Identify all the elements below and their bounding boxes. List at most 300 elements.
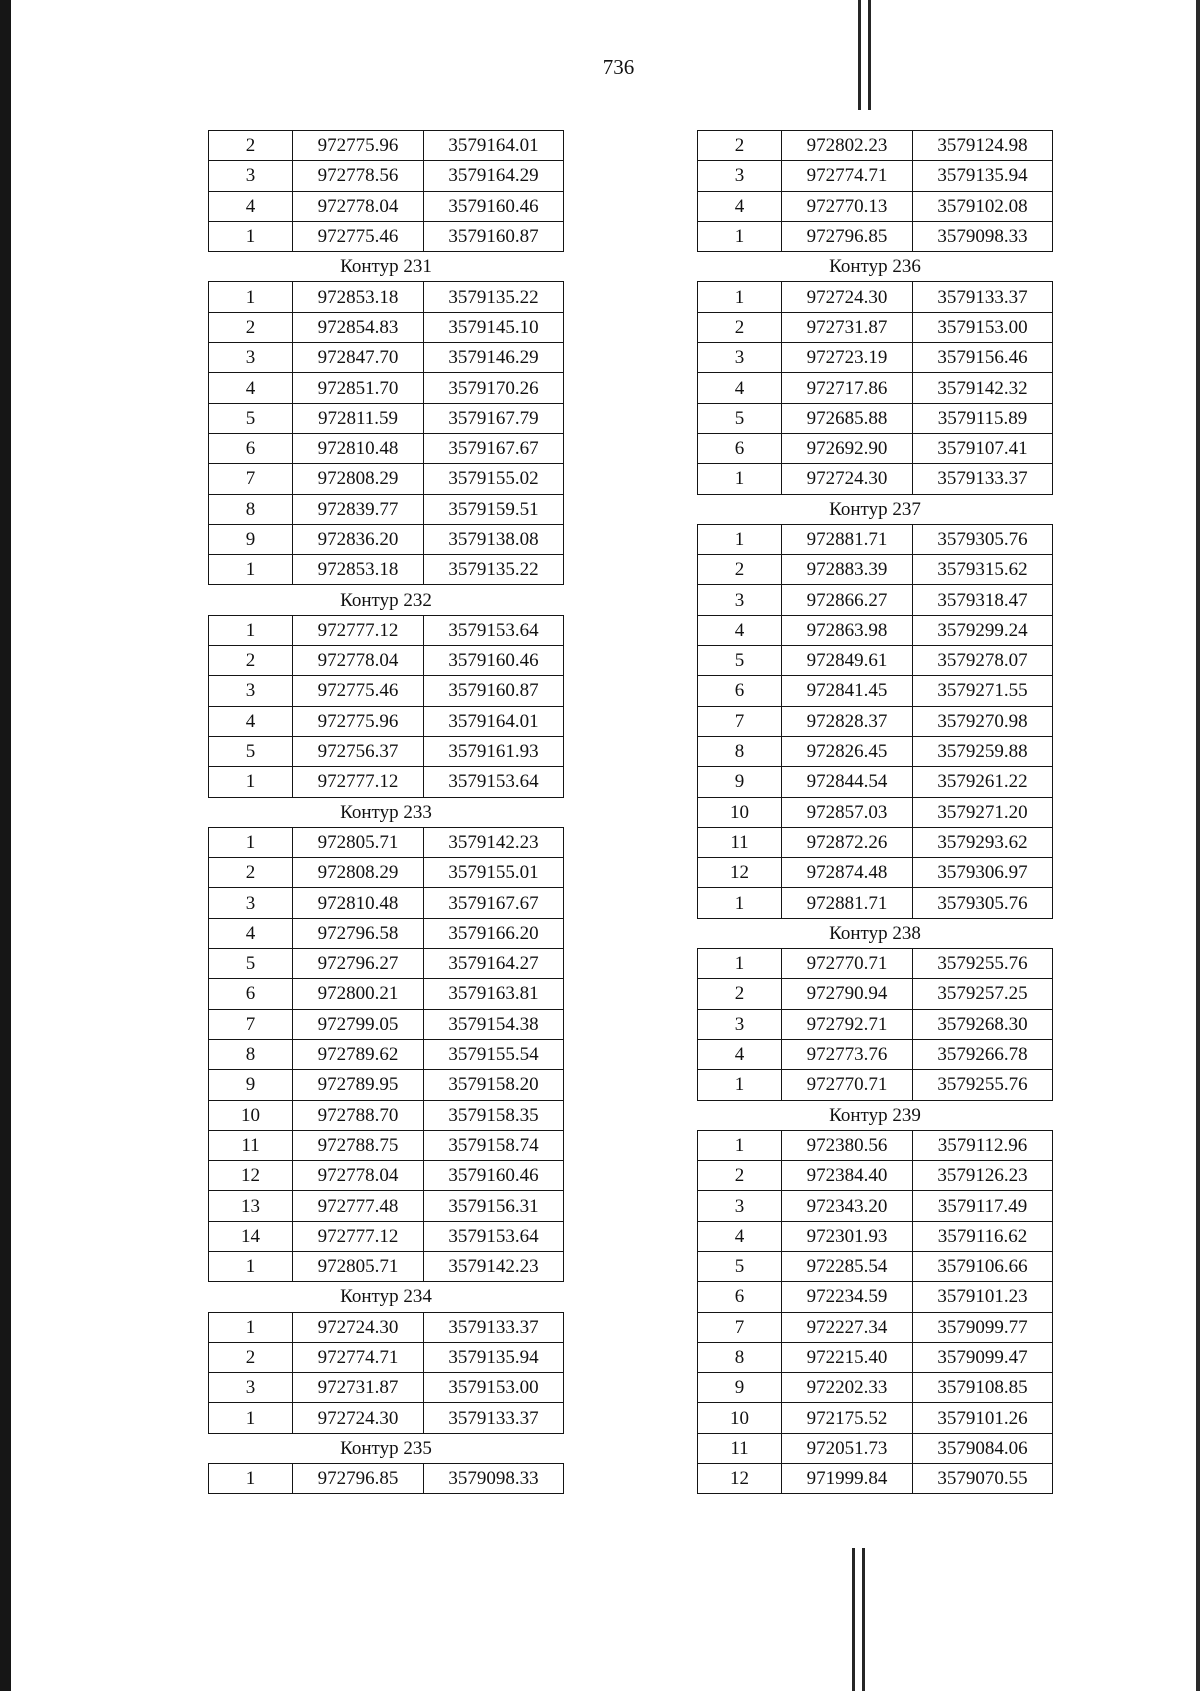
point-number-cell: 13	[209, 1191, 293, 1221]
point-number-cell: 4	[209, 373, 293, 403]
x-coordinate-cell: 972811.59	[293, 403, 424, 433]
point-number-cell: 6	[698, 1282, 782, 1312]
point-number-cell: 8	[209, 494, 293, 524]
y-coordinate-cell: 3579160.87	[424, 221, 564, 251]
x-coordinate-cell: 972788.70	[293, 1100, 424, 1130]
x-coordinate-cell: 972790.94	[782, 979, 913, 1009]
y-coordinate-cell: 3579135.22	[424, 555, 564, 585]
x-coordinate-cell: 972872.26	[782, 827, 913, 857]
contour-label: Контур 236	[698, 252, 1053, 282]
coordinate-row	[698, 1373, 1053, 1403]
coordinate-row	[209, 403, 564, 433]
binding-mark-bottom-2	[862, 1548, 865, 1691]
x-coordinate-cell: 972775.46	[293, 221, 424, 251]
point-number-cell: 9	[209, 524, 293, 554]
point-number-cell: 11	[698, 827, 782, 857]
x-coordinate-cell: 972800.21	[293, 979, 424, 1009]
coordinate-row	[698, 403, 1053, 433]
coordinates-table-left-body	[209, 131, 564, 1494]
point-number-cell: 1	[209, 282, 293, 312]
coordinate-row	[698, 1130, 1053, 1160]
x-coordinate-cell: 972724.30	[782, 282, 913, 312]
x-coordinate-cell: 972810.48	[293, 433, 424, 463]
x-coordinate-cell: 972854.83	[293, 312, 424, 342]
point-number-cell: 3	[698, 585, 782, 615]
point-number-cell: 1	[209, 767, 293, 797]
contour-header-row	[698, 918, 1053, 948]
point-number-cell: 3	[698, 161, 782, 191]
y-coordinate-cell: 3579261.22	[913, 767, 1053, 797]
point-number-cell: 3	[698, 343, 782, 373]
coordinate-row	[698, 161, 1053, 191]
point-number-cell: 4	[209, 918, 293, 948]
coordinate-row	[698, 524, 1053, 554]
point-number-cell: 1	[209, 615, 293, 645]
coordinate-row	[698, 827, 1053, 857]
point-number-cell: 1	[209, 1251, 293, 1281]
coordinate-row	[698, 1070, 1053, 1100]
coordinate-row	[698, 979, 1053, 1009]
coordinate-row	[209, 1039, 564, 1069]
coordinate-row	[209, 949, 564, 979]
coordinate-row	[698, 1403, 1053, 1433]
point-number-cell: 1	[209, 1403, 293, 1433]
coordinate-row	[698, 343, 1053, 373]
x-coordinate-cell: 972215.40	[782, 1342, 913, 1372]
y-coordinate-cell: 3579101.23	[913, 1282, 1053, 1312]
coordinate-row	[209, 1373, 564, 1403]
y-coordinate-cell: 3579160.87	[424, 676, 564, 706]
y-coordinate-cell: 3579070.55	[913, 1464, 1053, 1494]
x-coordinate-cell: 972775.96	[293, 706, 424, 736]
y-coordinate-cell: 3579167.79	[424, 403, 564, 433]
coordinate-row	[698, 131, 1053, 161]
contour-label: Контур 237	[698, 494, 1053, 524]
y-coordinate-cell: 3579164.29	[424, 161, 564, 191]
y-coordinate-cell: 3579160.46	[424, 646, 564, 676]
point-number-cell: 3	[698, 1191, 782, 1221]
coordinate-row	[209, 706, 564, 736]
coordinate-row	[698, 1282, 1053, 1312]
x-coordinate-cell: 972301.93	[782, 1221, 913, 1251]
point-number-cell: 1	[698, 221, 782, 251]
y-coordinate-cell: 3579145.10	[424, 312, 564, 342]
coordinate-row	[209, 888, 564, 918]
coordinates-table-right-body	[698, 131, 1053, 1494]
x-coordinate-cell: 972778.04	[293, 191, 424, 221]
x-coordinate-cell: 972805.71	[293, 827, 424, 857]
y-coordinate-cell: 3579164.01	[424, 706, 564, 736]
point-number-cell: 7	[209, 1009, 293, 1039]
x-coordinate-cell: 972796.85	[782, 221, 913, 251]
y-coordinate-cell: 3579278.07	[913, 646, 1053, 676]
point-number-cell: 1	[698, 888, 782, 918]
x-coordinate-cell: 972384.40	[782, 1161, 913, 1191]
y-coordinate-cell: 3579117.49	[913, 1191, 1053, 1221]
contour-label: Контур 235	[209, 1433, 564, 1463]
point-number-cell: 1	[209, 1312, 293, 1342]
y-coordinate-cell: 3579315.62	[913, 555, 1053, 585]
coordinate-row	[698, 433, 1053, 463]
point-number-cell: 7	[698, 706, 782, 736]
coordinate-row	[209, 1403, 564, 1433]
coordinate-row	[698, 1312, 1053, 1342]
point-number-cell: 4	[698, 191, 782, 221]
y-coordinate-cell: 3579255.76	[913, 949, 1053, 979]
contour-label: Контур 233	[209, 797, 564, 827]
contour-header-row	[698, 252, 1053, 282]
coordinate-row	[698, 736, 1053, 766]
y-coordinate-cell: 3579255.76	[913, 1070, 1053, 1100]
coordinate-row	[209, 494, 564, 524]
y-coordinate-cell: 3579135.94	[424, 1342, 564, 1372]
y-coordinate-cell: 3579142.23	[424, 827, 564, 857]
y-coordinate-cell: 3579101.26	[913, 1403, 1053, 1433]
coordinate-row	[209, 1009, 564, 1039]
scan-right-edge	[1196, 0, 1200, 1691]
x-coordinate-cell: 972777.12	[293, 615, 424, 645]
y-coordinate-cell: 3579106.66	[913, 1251, 1053, 1281]
y-coordinate-cell: 3579170.26	[424, 373, 564, 403]
coordinate-row	[698, 373, 1053, 403]
coordinate-row	[698, 282, 1053, 312]
x-coordinate-cell: 972836.20	[293, 524, 424, 554]
point-number-cell: 6	[209, 979, 293, 1009]
y-coordinate-cell: 3579166.20	[424, 918, 564, 948]
point-number-cell: 5	[209, 949, 293, 979]
point-number-cell: 4	[698, 1221, 782, 1251]
point-number-cell: 7	[209, 464, 293, 494]
y-coordinate-cell: 3579156.46	[913, 343, 1053, 373]
point-number-cell: 1	[698, 1070, 782, 1100]
scan-left-edge	[0, 0, 11, 1691]
x-coordinate-cell: 972778.04	[293, 1161, 424, 1191]
y-coordinate-cell: 3579153.64	[424, 615, 564, 645]
x-coordinate-cell: 972802.23	[782, 131, 913, 161]
x-coordinate-cell: 972717.86	[782, 373, 913, 403]
y-coordinate-cell: 3579164.01	[424, 131, 564, 161]
y-coordinate-cell: 3579155.01	[424, 858, 564, 888]
coordinate-row	[698, 797, 1053, 827]
coordinate-row	[698, 1161, 1053, 1191]
contour-label: Контур 234	[209, 1282, 564, 1312]
coordinate-row	[209, 979, 564, 1009]
x-coordinate-cell: 972051.73	[782, 1433, 913, 1463]
point-number-cell: 3	[209, 676, 293, 706]
x-coordinate-cell: 972853.18	[293, 555, 424, 585]
coordinate-row	[209, 1464, 564, 1494]
contour-header-row	[209, 252, 564, 282]
point-number-cell: 1	[209, 827, 293, 857]
point-number-cell: 3	[209, 343, 293, 373]
coordinate-row	[209, 161, 564, 191]
y-coordinate-cell: 3579160.46	[424, 191, 564, 221]
coordinate-row	[209, 1312, 564, 1342]
point-number-cell: 12	[698, 858, 782, 888]
x-coordinate-cell: 972839.77	[293, 494, 424, 524]
y-coordinate-cell: 3579155.54	[424, 1039, 564, 1069]
point-number-cell: 10	[698, 797, 782, 827]
y-coordinate-cell: 3579112.96	[913, 1130, 1053, 1160]
x-coordinate-cell: 972796.85	[293, 1464, 424, 1494]
y-coordinate-cell: 3579271.55	[913, 676, 1053, 706]
point-number-cell: 10	[698, 1403, 782, 1433]
x-coordinate-cell: 972775.96	[293, 131, 424, 161]
point-number-cell: 8	[698, 1342, 782, 1372]
x-coordinate-cell: 972685.88	[782, 403, 913, 433]
coordinate-row	[698, 221, 1053, 251]
coordinate-row	[209, 312, 564, 342]
x-coordinate-cell: 972777.48	[293, 1191, 424, 1221]
y-coordinate-cell: 3579159.51	[424, 494, 564, 524]
y-coordinate-cell: 3579099.47	[913, 1342, 1053, 1372]
y-coordinate-cell: 3579306.97	[913, 858, 1053, 888]
y-coordinate-cell: 3579126.23	[913, 1161, 1053, 1191]
x-coordinate-cell: 972724.30	[293, 1403, 424, 1433]
point-number-cell: 3	[209, 1373, 293, 1403]
x-coordinate-cell: 972788.75	[293, 1130, 424, 1160]
y-coordinate-cell: 3579271.20	[913, 797, 1053, 827]
binding-mark-bottom	[852, 1548, 855, 1691]
coordinate-row	[698, 1191, 1053, 1221]
coordinate-row	[698, 1342, 1053, 1372]
point-number-cell: 6	[209, 433, 293, 463]
y-coordinate-cell: 3579098.33	[424, 1464, 564, 1494]
x-coordinate-cell: 972775.46	[293, 676, 424, 706]
point-number-cell: 9	[209, 1070, 293, 1100]
y-coordinate-cell: 3579305.76	[913, 888, 1053, 918]
x-coordinate-cell: 972849.61	[782, 646, 913, 676]
coordinate-row	[209, 646, 564, 676]
x-coordinate-cell: 972881.71	[782, 524, 913, 554]
coordinate-row	[209, 555, 564, 585]
y-coordinate-cell: 3579155.02	[424, 464, 564, 494]
x-coordinate-cell: 972724.30	[293, 1312, 424, 1342]
x-coordinate-cell: 972773.76	[782, 1039, 913, 1069]
coordinate-row	[209, 464, 564, 494]
x-coordinate-cell: 972770.71	[782, 949, 913, 979]
contour-header-row	[209, 1433, 564, 1463]
y-coordinate-cell: 3579142.32	[913, 373, 1053, 403]
coordinate-row	[698, 646, 1053, 676]
point-number-cell: 4	[209, 706, 293, 736]
x-coordinate-cell: 972847.70	[293, 343, 424, 373]
y-coordinate-cell: 3579161.93	[424, 736, 564, 766]
y-coordinate-cell: 3579108.85	[913, 1373, 1053, 1403]
contour-header-row	[698, 494, 1053, 524]
coordinates-table-left	[208, 130, 564, 1494]
coordinate-row	[209, 767, 564, 797]
point-number-cell: 5	[698, 1251, 782, 1281]
coordinate-row	[209, 1130, 564, 1160]
contour-label: Контур 239	[698, 1100, 1053, 1130]
point-number-cell: 2	[698, 1161, 782, 1191]
point-number-cell: 3	[209, 888, 293, 918]
coordinate-row	[698, 888, 1053, 918]
y-coordinate-cell: 3579102.08	[913, 191, 1053, 221]
x-coordinate-cell: 972202.33	[782, 1373, 913, 1403]
point-number-cell: 5	[209, 736, 293, 766]
point-number-cell: 2	[209, 131, 293, 161]
x-coordinate-cell: 972774.71	[782, 161, 913, 191]
coordinate-row	[698, 767, 1053, 797]
point-number-cell: 1	[209, 555, 293, 585]
x-coordinate-cell: 972792.71	[782, 1009, 913, 1039]
point-number-cell: 11	[209, 1130, 293, 1160]
y-coordinate-cell: 3579135.22	[424, 282, 564, 312]
x-coordinate-cell: 972808.29	[293, 464, 424, 494]
point-number-cell: 1	[698, 949, 782, 979]
coordinate-row	[209, 131, 564, 161]
x-coordinate-cell: 972774.71	[293, 1342, 424, 1372]
x-coordinate-cell: 972844.54	[782, 767, 913, 797]
point-number-cell: 2	[209, 1342, 293, 1372]
point-number-cell: 9	[698, 1373, 782, 1403]
coordinate-row	[209, 858, 564, 888]
y-coordinate-cell: 3579098.33	[913, 221, 1053, 251]
y-coordinate-cell: 3579167.67	[424, 888, 564, 918]
y-coordinate-cell: 3579167.67	[424, 433, 564, 463]
coordinate-row	[209, 524, 564, 554]
point-number-cell: 2	[209, 646, 293, 676]
contour-header-row	[698, 1100, 1053, 1130]
point-number-cell: 4	[209, 191, 293, 221]
point-number-cell: 2	[698, 131, 782, 161]
x-coordinate-cell: 972826.45	[782, 736, 913, 766]
y-coordinate-cell: 3579133.37	[913, 282, 1053, 312]
coordinate-row	[209, 1251, 564, 1281]
coordinate-row	[698, 1039, 1053, 1069]
x-coordinate-cell: 972731.87	[782, 312, 913, 342]
point-number-cell: 1	[698, 464, 782, 494]
coordinate-row	[698, 706, 1053, 736]
x-coordinate-cell: 972881.71	[782, 888, 913, 918]
point-number-cell: 7	[698, 1312, 782, 1342]
y-coordinate-cell: 3579142.23	[424, 1251, 564, 1281]
x-coordinate-cell: 972723.19	[782, 343, 913, 373]
y-coordinate-cell: 3579133.37	[424, 1312, 564, 1342]
point-number-cell: 2	[209, 858, 293, 888]
coordinate-row	[209, 1070, 564, 1100]
x-coordinate-cell: 972380.56	[782, 1130, 913, 1160]
y-coordinate-cell: 3579153.64	[424, 767, 564, 797]
y-coordinate-cell: 3579133.37	[424, 1403, 564, 1433]
x-coordinate-cell: 971999.84	[782, 1464, 913, 1494]
y-coordinate-cell: 3579156.31	[424, 1191, 564, 1221]
y-coordinate-cell: 3579116.62	[913, 1221, 1053, 1251]
x-coordinate-cell: 972175.52	[782, 1403, 913, 1433]
coordinate-row	[698, 585, 1053, 615]
x-coordinate-cell: 972866.27	[782, 585, 913, 615]
y-coordinate-cell: 3579133.37	[913, 464, 1053, 494]
x-coordinate-cell: 972828.37	[782, 706, 913, 736]
coordinate-row	[209, 1161, 564, 1191]
coordinate-row	[698, 1221, 1053, 1251]
x-coordinate-cell: 972796.27	[293, 949, 424, 979]
coordinate-row	[209, 433, 564, 463]
point-number-cell: 1	[209, 1464, 293, 1494]
y-coordinate-cell: 3579305.76	[913, 524, 1053, 554]
x-coordinate-cell: 972777.12	[293, 1221, 424, 1251]
x-coordinate-cell: 972853.18	[293, 282, 424, 312]
coordinate-row	[209, 1342, 564, 1372]
x-coordinate-cell: 972808.29	[293, 858, 424, 888]
point-number-cell: 4	[698, 1039, 782, 1069]
y-coordinate-cell: 3579158.35	[424, 1100, 564, 1130]
coordinate-row	[209, 1221, 564, 1251]
y-coordinate-cell: 3579163.81	[424, 979, 564, 1009]
x-coordinate-cell: 972883.39	[782, 555, 913, 585]
coordinate-row	[698, 1251, 1053, 1281]
coordinate-row	[698, 1433, 1053, 1463]
contour-header-row	[209, 585, 564, 615]
y-coordinate-cell: 3579158.74	[424, 1130, 564, 1160]
y-coordinate-cell: 3579293.62	[913, 827, 1053, 857]
point-number-cell: 2	[698, 555, 782, 585]
point-number-cell: 3	[698, 1009, 782, 1039]
y-coordinate-cell: 3579154.38	[424, 1009, 564, 1039]
point-number-cell: 2	[209, 312, 293, 342]
y-coordinate-cell: 3579266.78	[913, 1039, 1053, 1069]
x-coordinate-cell: 972343.20	[782, 1191, 913, 1221]
coordinate-row	[698, 1464, 1053, 1494]
x-coordinate-cell: 972789.62	[293, 1039, 424, 1069]
x-coordinate-cell: 972805.71	[293, 1251, 424, 1281]
x-coordinate-cell: 972789.95	[293, 1070, 424, 1100]
y-coordinate-cell: 3579135.94	[913, 161, 1053, 191]
x-coordinate-cell: 972851.70	[293, 373, 424, 403]
coordinate-row	[698, 464, 1053, 494]
point-number-cell: 14	[209, 1221, 293, 1251]
coordinate-row	[698, 949, 1053, 979]
x-coordinate-cell: 972770.13	[782, 191, 913, 221]
x-coordinate-cell: 972731.87	[293, 1373, 424, 1403]
point-number-cell: 6	[698, 433, 782, 463]
x-coordinate-cell: 972227.34	[782, 1312, 913, 1342]
point-number-cell: 5	[698, 646, 782, 676]
coordinate-row	[209, 1191, 564, 1221]
x-coordinate-cell: 972863.98	[782, 615, 913, 645]
point-number-cell: 12	[209, 1161, 293, 1191]
y-coordinate-cell: 3579124.98	[913, 131, 1053, 161]
point-number-cell: 8	[209, 1039, 293, 1069]
coordinate-row	[209, 918, 564, 948]
coordinates-table-right	[697, 130, 1053, 1494]
coordinate-row	[698, 1009, 1053, 1039]
coordinate-row	[209, 191, 564, 221]
point-number-cell: 12	[698, 1464, 782, 1494]
y-coordinate-cell: 3579084.06	[913, 1433, 1053, 1463]
x-coordinate-cell: 972285.54	[782, 1251, 913, 1281]
coordinate-row	[698, 676, 1053, 706]
point-number-cell: 6	[698, 676, 782, 706]
contour-header-row	[209, 1282, 564, 1312]
y-coordinate-cell: 3579153.64	[424, 1221, 564, 1251]
coordinate-row	[209, 221, 564, 251]
x-coordinate-cell: 972874.48	[782, 858, 913, 888]
y-coordinate-cell: 3579107.41	[913, 433, 1053, 463]
x-coordinate-cell: 972796.58	[293, 918, 424, 948]
coordinate-row	[209, 343, 564, 373]
coordinate-row	[698, 312, 1053, 342]
y-coordinate-cell: 3579115.89	[913, 403, 1053, 433]
point-number-cell: 4	[698, 373, 782, 403]
x-coordinate-cell: 972857.03	[782, 797, 913, 827]
x-coordinate-cell: 972841.45	[782, 676, 913, 706]
x-coordinate-cell: 972778.56	[293, 161, 424, 191]
point-number-cell: 1	[698, 524, 782, 554]
coordinate-row	[209, 282, 564, 312]
